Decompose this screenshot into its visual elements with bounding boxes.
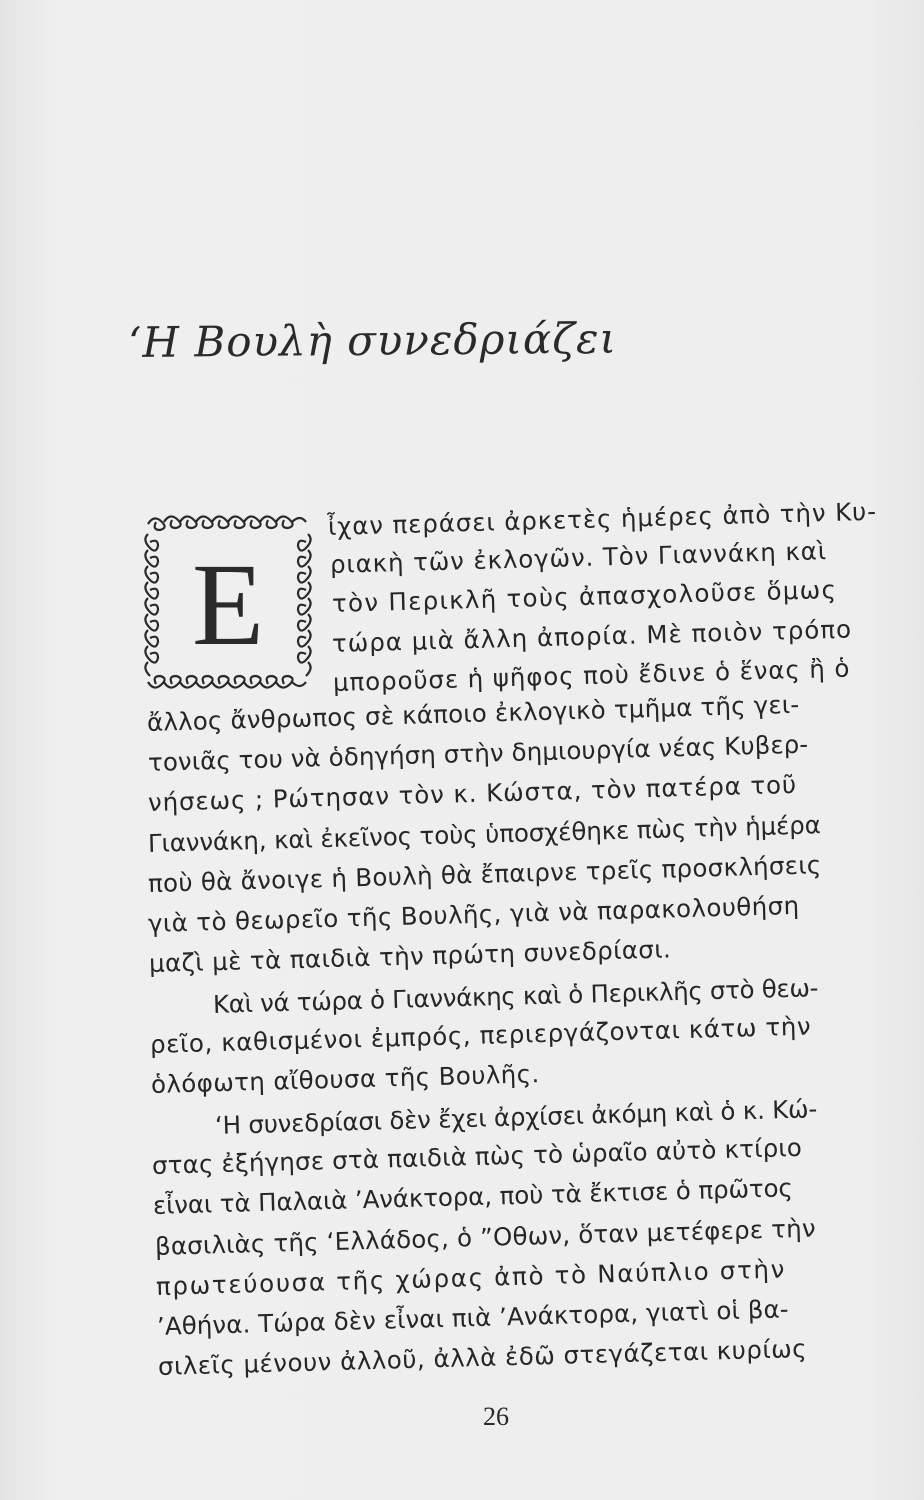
chapter-title: ‘Η Βουλὴ συνεδριάζει: [127, 313, 618, 367]
page-number: 26: [483, 1402, 509, 1431]
text-line: ποὺ θὰ ἄνοιγε ἡ Βουλὴ θὰ ἔπαιρνε τρεῖς προσκλήσεις: [147, 850, 822, 898]
text-line: εἶναι τὰ Παλαιὰ ’Ανάκτορα, ποὺ τὰ ἔκτισε ὁ πρῶτος: [152, 1173, 794, 1220]
text-line: βασιλιὰς τῆς ‘Ελλάδος, ὁ ”Οθων, ὅταν μετέφερε τὴν: [154, 1213, 817, 1261]
text-line: ‘Η συνεδρίασι δὲν ἔχει ἀρχίσει ἀκόμη καὶ ὁ κ. Κώ-: [214, 1094, 818, 1140]
text-line: σιλεῖς μένουν ἀλλοῦ, ἀλλὰ ἐδῶ στεγάζεται κυρίως: [157, 1333, 808, 1381]
text-line: ἶχαν περάσει ἀρκετὲς ἡμέρες ἀπὸ τὴν Κυ-: [327, 496, 878, 541]
text-line: τὸν Περικλῆ τοὺς ἀπασχολοῦσε ὅμως: [331, 574, 838, 618]
text-line: ’Αθήνα. Τώρα δὲν εἶναι πιὰ ’Ανάκτορα, γιατὶ οἱ βα-: [156, 1294, 790, 1341]
text-line: μαζὶ μὲ τὰ παιδιὰ τὴν πρώτη συνεδρίασι.: [148, 934, 672, 978]
text-line: Καὶ νά τώρα ὁ Γιαννάκης καὶ ὁ Περικλῆς στὸ θεω-: [212, 973, 819, 1019]
text-line: μποροῦσε ἡ ψῆφος ποὺ ἔδινε ὁ ἕνας ἢ ὁ: [332, 653, 851, 697]
text-line: πρωτεύουσα τῆς χώρας ἀπὸ τὸ Ναύπλιο στὴν: [155, 1254, 787, 1301]
text-line: ὁλόφωτη αἴθουσα τῆς Βουλῆς.: [150, 1059, 540, 1099]
text-line: στας ἐξήγησε στὰ παιδιὰ πὼς τὸ ὡραῖο αὐτὸ κτίριο: [151, 1132, 803, 1180]
text-line: νήσεως ; Ρώτησαν τὸν κ. Κώστα, τὸν πατέρα τοῦ: [147, 769, 798, 817]
text-line: ἄλλος ἄνθρωπος σὲ κάποιο ἐκλογικὸ τμῆμα τῆς γει-: [146, 689, 800, 737]
text-line: ριακὴ τῶν ἐκλογῶν. Τὸν Γιαννάκη καὶ: [329, 536, 828, 579]
text-line: ρεῖο, καθισμένοι ἐμπρός, περιεργάζονται κάτω τὴν: [149, 1011, 812, 1059]
drop-cap-letter: Ε: [191, 539, 265, 670]
text-line: τονιᾶς του νὰ ὁδηγήση στὴν δημιουργία νέας Κυβερ-: [147, 729, 809, 777]
text-line: Γιαννάκη, καὶ ἐκεῖνος τοὺς ὑποσχέθηκε πὼς τὴν ἡμέρα: [147, 810, 822, 858]
text-line: τώρα μιὰ ἄλλη ἀπορία. Μὲ ποιὸν τρόπο: [331, 614, 853, 658]
text-line: γιὰ τὸ θεωρεῖο τῆς Βουλῆς, γιὰ νὰ παρακολουθήση: [147, 890, 800, 938]
